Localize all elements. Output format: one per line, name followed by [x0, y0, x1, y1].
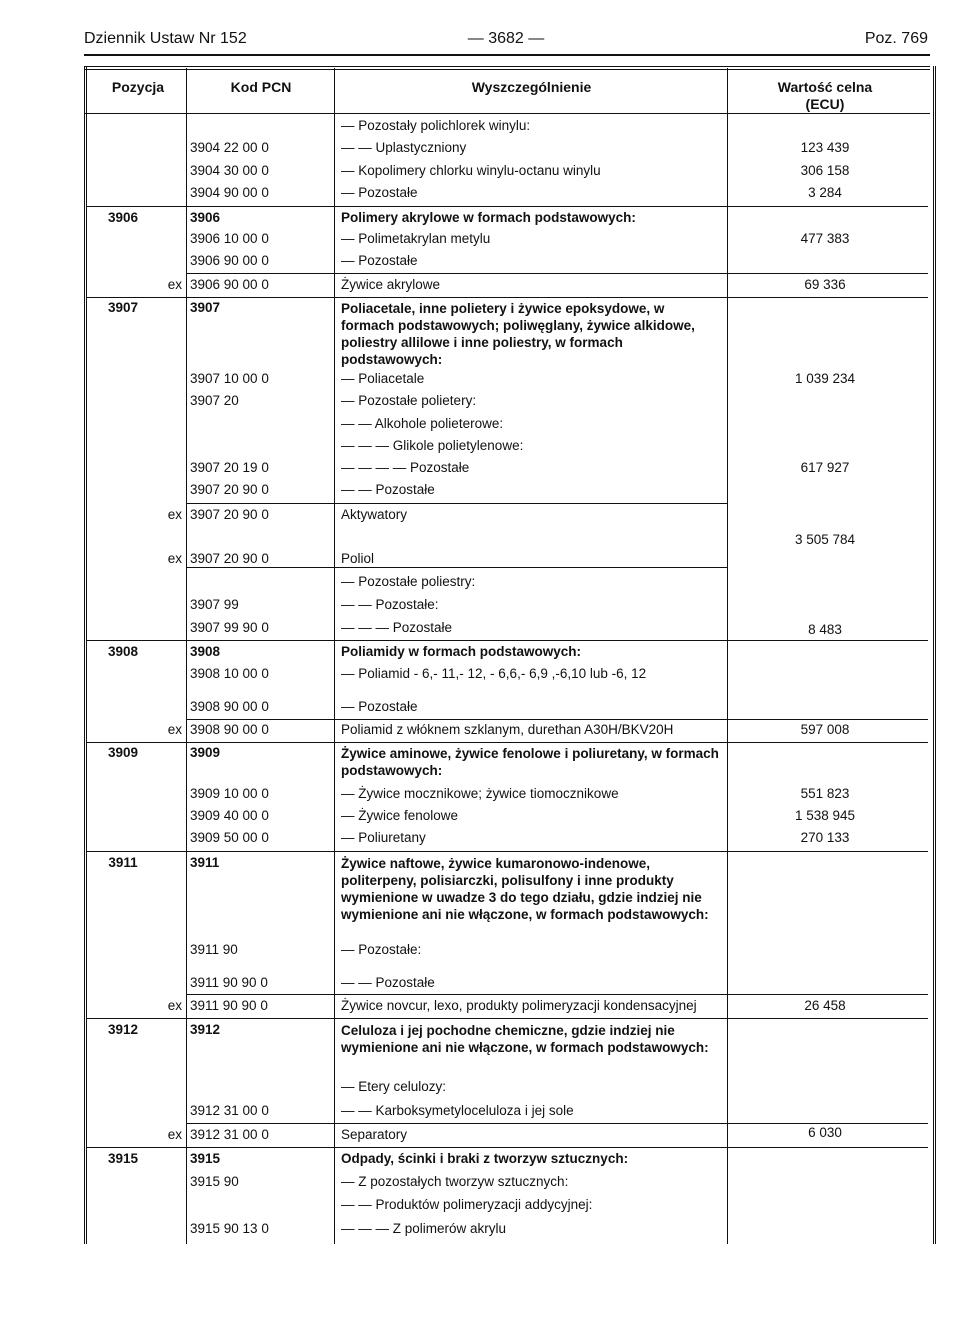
- col-header-pozycja: Pozycja: [111, 79, 165, 95]
- table-top-border-inner: [84, 69, 930, 70]
- value-cell: 123 439: [800, 140, 850, 155]
- code-cell: 3907 20 90 0: [190, 507, 269, 522]
- desc-cell: — Pozostały polichlorek winylu:: [341, 118, 531, 133]
- desc-cell: — Poliacetale: [341, 371, 425, 386]
- ex-marker: ex: [167, 722, 182, 737]
- col-header-wartosc: Wartość celna (ECU): [777, 79, 873, 112]
- section-separator: [86, 1018, 928, 1019]
- value-cell: 597 008: [800, 722, 850, 737]
- col-sep-desc: [334, 68, 335, 1244]
- code-cell: 3911: [190, 855, 220, 870]
- position-cell: 3912: [107, 1022, 139, 1037]
- code-cell: 3906: [190, 210, 221, 225]
- col-header-wyszczegolnienie: Wyszczególnienie: [471, 79, 592, 95]
- value-cell: 306 158: [800, 163, 850, 178]
- page-number: — 3682 —: [467, 30, 545, 47]
- ex-row-separator: [186, 503, 727, 504]
- desc-cell: — Poliuretany: [341, 830, 426, 845]
- code-cell: 3909 40 00 0: [190, 808, 269, 823]
- ex-marker: ex: [167, 1127, 182, 1142]
- code-cell: 3912 31 00 0: [190, 1127, 269, 1142]
- code-cell: 3904 30 00 0: [190, 163, 269, 178]
- desc-cell: — Pozostałe:: [341, 942, 422, 957]
- code-cell: 3911 90 90 0: [190, 975, 268, 990]
- code-cell: 3907 99: [190, 597, 239, 612]
- col-sep-val: [727, 68, 728, 1244]
- desc-cell: — Kopolimery chlorku winylu-octanu winylu: [341, 163, 601, 178]
- desc-cell: — Pozostałe polietery:: [341, 393, 477, 408]
- code-cell: 3907 20 19 0: [190, 460, 269, 475]
- value-cell: 551 823: [800, 786, 850, 801]
- code-cell: 3909 50 00 0: [190, 830, 269, 845]
- value-cell: 8 483: [808, 622, 842, 637]
- desc-cell: Poliol: [341, 551, 375, 566]
- code-cell: 3907 20: [190, 393, 239, 408]
- value-cell: 1 538 945: [794, 808, 856, 823]
- journal-title: Dziennik Ustaw Nr 152: [84, 30, 247, 47]
- code-cell: 3912 31 00 0: [190, 1103, 269, 1118]
- ex-marker: ex: [167, 998, 182, 1013]
- code-cell: 3908 90 00 0: [190, 699, 269, 714]
- code-cell: 3906 90 00 0: [190, 277, 269, 292]
- value-cell: 6 030: [808, 1125, 842, 1140]
- code-cell: 3908: [190, 644, 221, 659]
- col-sep-kod: [186, 68, 187, 1244]
- desc-cell: — — Alkohole polieterowe:: [341, 416, 504, 431]
- code-cell: 3915: [190, 1151, 221, 1166]
- position-cell: 3915: [107, 1151, 139, 1166]
- section-separator: [86, 297, 928, 298]
- code-cell: 3915 90 13 0: [190, 1221, 269, 1236]
- desc-cell: — — Pozostałe: [341, 975, 435, 990]
- ex-row-separator: [186, 1123, 928, 1124]
- desc-cell: — — Uplastyczniony: [341, 140, 467, 155]
- ex-marker: ex: [167, 277, 182, 292]
- position-cell: 3911: [108, 855, 138, 870]
- desc-cell: — — — Pozostałe: [341, 620, 453, 635]
- desc-cell: — — — Z polimerów akrylu: [341, 1221, 507, 1236]
- section-separator: [86, 742, 928, 743]
- value-cell: 3 505 784: [794, 532, 856, 547]
- code-cell: 3909 10 00 0: [190, 786, 269, 801]
- desc-cell: — — — Glikole polietylenowe:: [341, 438, 524, 453]
- code-cell: 3911 90 90 0: [190, 998, 268, 1013]
- position-cell: 3907: [107, 300, 139, 315]
- value-cell: 1 039 234: [794, 371, 856, 386]
- code-cell: 3909: [190, 745, 221, 760]
- ex-row-separator: [186, 567, 727, 568]
- desc-cell: Poliacetale, inne polietery i żywice epoksydowe, w formach podstawowych; poliwęglany, żywice alkidowe, poliestry allilowe i inne poliestry, w formach podstawowych:: [341, 301, 695, 367]
- desc-cell: Żywice aminowe, żywice fenolowe i poliuretany, w formach podstawowych:: [341, 746, 719, 778]
- desc-cell: — Pozostałe: [341, 185, 418, 200]
- desc-cell: — Z pozostałych tworzyw sztucznych:: [341, 1174, 569, 1189]
- header-bottom-border: [84, 113, 930, 114]
- page-header: [84, 30, 928, 54]
- desc-cell: Żywice naftowe, żywice kumaronowo-indenowe, politerpeny, polisiarczki, polisulfony i inne produkty wymienione w uwadze 3 do tego działu, gdzie indziej nie wymienione ani nie włączone, w formach podstawowych:: [341, 856, 709, 922]
- code-cell: 3912: [190, 1022, 221, 1037]
- desc-cell: — — Produktów polimeryzacji addycyjnej:: [341, 1197, 593, 1212]
- code-cell: 3907 10 00 0: [190, 371, 269, 386]
- code-cell: 3904 22 00 0: [190, 140, 269, 155]
- ex-marker: ex: [167, 507, 182, 522]
- table-top-border: [84, 66, 930, 67]
- ex-row-separator: [186, 273, 928, 274]
- desc-cell: Aktywatory: [341, 507, 408, 522]
- code-cell: 3915 90: [190, 1174, 239, 1189]
- position-number: Poz. 769: [864, 30, 928, 47]
- desc-cell: Separatory: [341, 1127, 408, 1142]
- desc-cell: — Pozostałe: [341, 699, 418, 714]
- value-cell: 3 284: [808, 185, 842, 200]
- desc-cell: — — Karboksymetyloceluloza i jej sole: [341, 1103, 574, 1118]
- value-cell: 69 336: [804, 277, 846, 292]
- code-cell: 3907 99 90 0: [190, 620, 269, 635]
- desc-cell: Celuloza i jej pochodne chemiczne, gdzie indziej nie wymienione ani nie włączone, w formach podstawowych:: [341, 1023, 709, 1055]
- desc-cell: — Żywice mocznikowe; żywice tiomocznikowe: [341, 786, 619, 801]
- code-cell: 3907: [190, 300, 221, 315]
- desc-cell: Odpady, ścinki i braki z tworzyw sztucznych:: [341, 1151, 629, 1166]
- value-cell: 617 927: [800, 460, 850, 475]
- position-cell: 3909: [107, 745, 139, 760]
- section-separator: [86, 1147, 928, 1148]
- value-cell: 477 383: [800, 231, 850, 246]
- code-cell: 3907 20 90 0: [190, 551, 269, 566]
- header-rule: [84, 54, 930, 56]
- ex-row-separator: [186, 719, 928, 720]
- desc-cell: — Pozostałe: [341, 253, 418, 268]
- desc-cell: — Żywice fenolowe: [341, 808, 459, 823]
- value-cell: 270 133: [800, 830, 850, 845]
- position-cell: 3908: [107, 644, 139, 659]
- code-cell: 3911 90: [190, 942, 238, 957]
- desc-cell: Żywice novcur, lexo, produkty polimeryzacji kondensacyjnej: [341, 998, 697, 1013]
- code-cell: 3908 10 00 0: [190, 666, 269, 681]
- desc-cell: — Pozostałe poliestry:: [341, 574, 476, 589]
- desc-cell: — — — — Pozostałe: [341, 460, 470, 475]
- desc-cell: Poliamidy w formach podstawowych:: [341, 644, 582, 659]
- section-separator: [86, 851, 928, 852]
- desc-cell: — — Pozostałe:: [341, 597, 439, 612]
- section-separator: [86, 206, 928, 207]
- code-cell: 3904 90 00 0: [190, 185, 269, 200]
- code-cell: 3907 20 90 0: [190, 482, 269, 497]
- desc-cell: — — Pozostałe: [341, 482, 435, 497]
- desc-cell: — Etery celulozy:: [341, 1079, 447, 1094]
- col-header-kod: Kod PCN: [230, 79, 292, 95]
- code-cell: 3906 90 00 0: [190, 253, 269, 268]
- ex-marker: ex: [167, 551, 182, 566]
- desc-cell: — Polimetakrylan metylu: [341, 231, 491, 246]
- code-cell: 3906 10 00 0: [190, 231, 269, 246]
- desc-cell: Poliamid z włóknem szklanym, durethan A30H/BKV20H: [341, 722, 674, 737]
- section-separator: [86, 640, 928, 641]
- desc-cell: Polimery akrylowe w formach podstawowych:: [341, 210, 636, 225]
- desc-cell: Żywice akrylowe: [341, 277, 441, 292]
- desc-cell: — Poliamid - 6,- 11,- 12, - 6,6,- 6,9 ,-6,10 lub -6, 12: [341, 666, 647, 681]
- code-cell: 3908 90 00 0: [190, 722, 269, 737]
- position-cell: 3906: [107, 210, 139, 225]
- value-cell: 26 458: [804, 998, 846, 1013]
- ex-row-separator: [186, 994, 928, 995]
